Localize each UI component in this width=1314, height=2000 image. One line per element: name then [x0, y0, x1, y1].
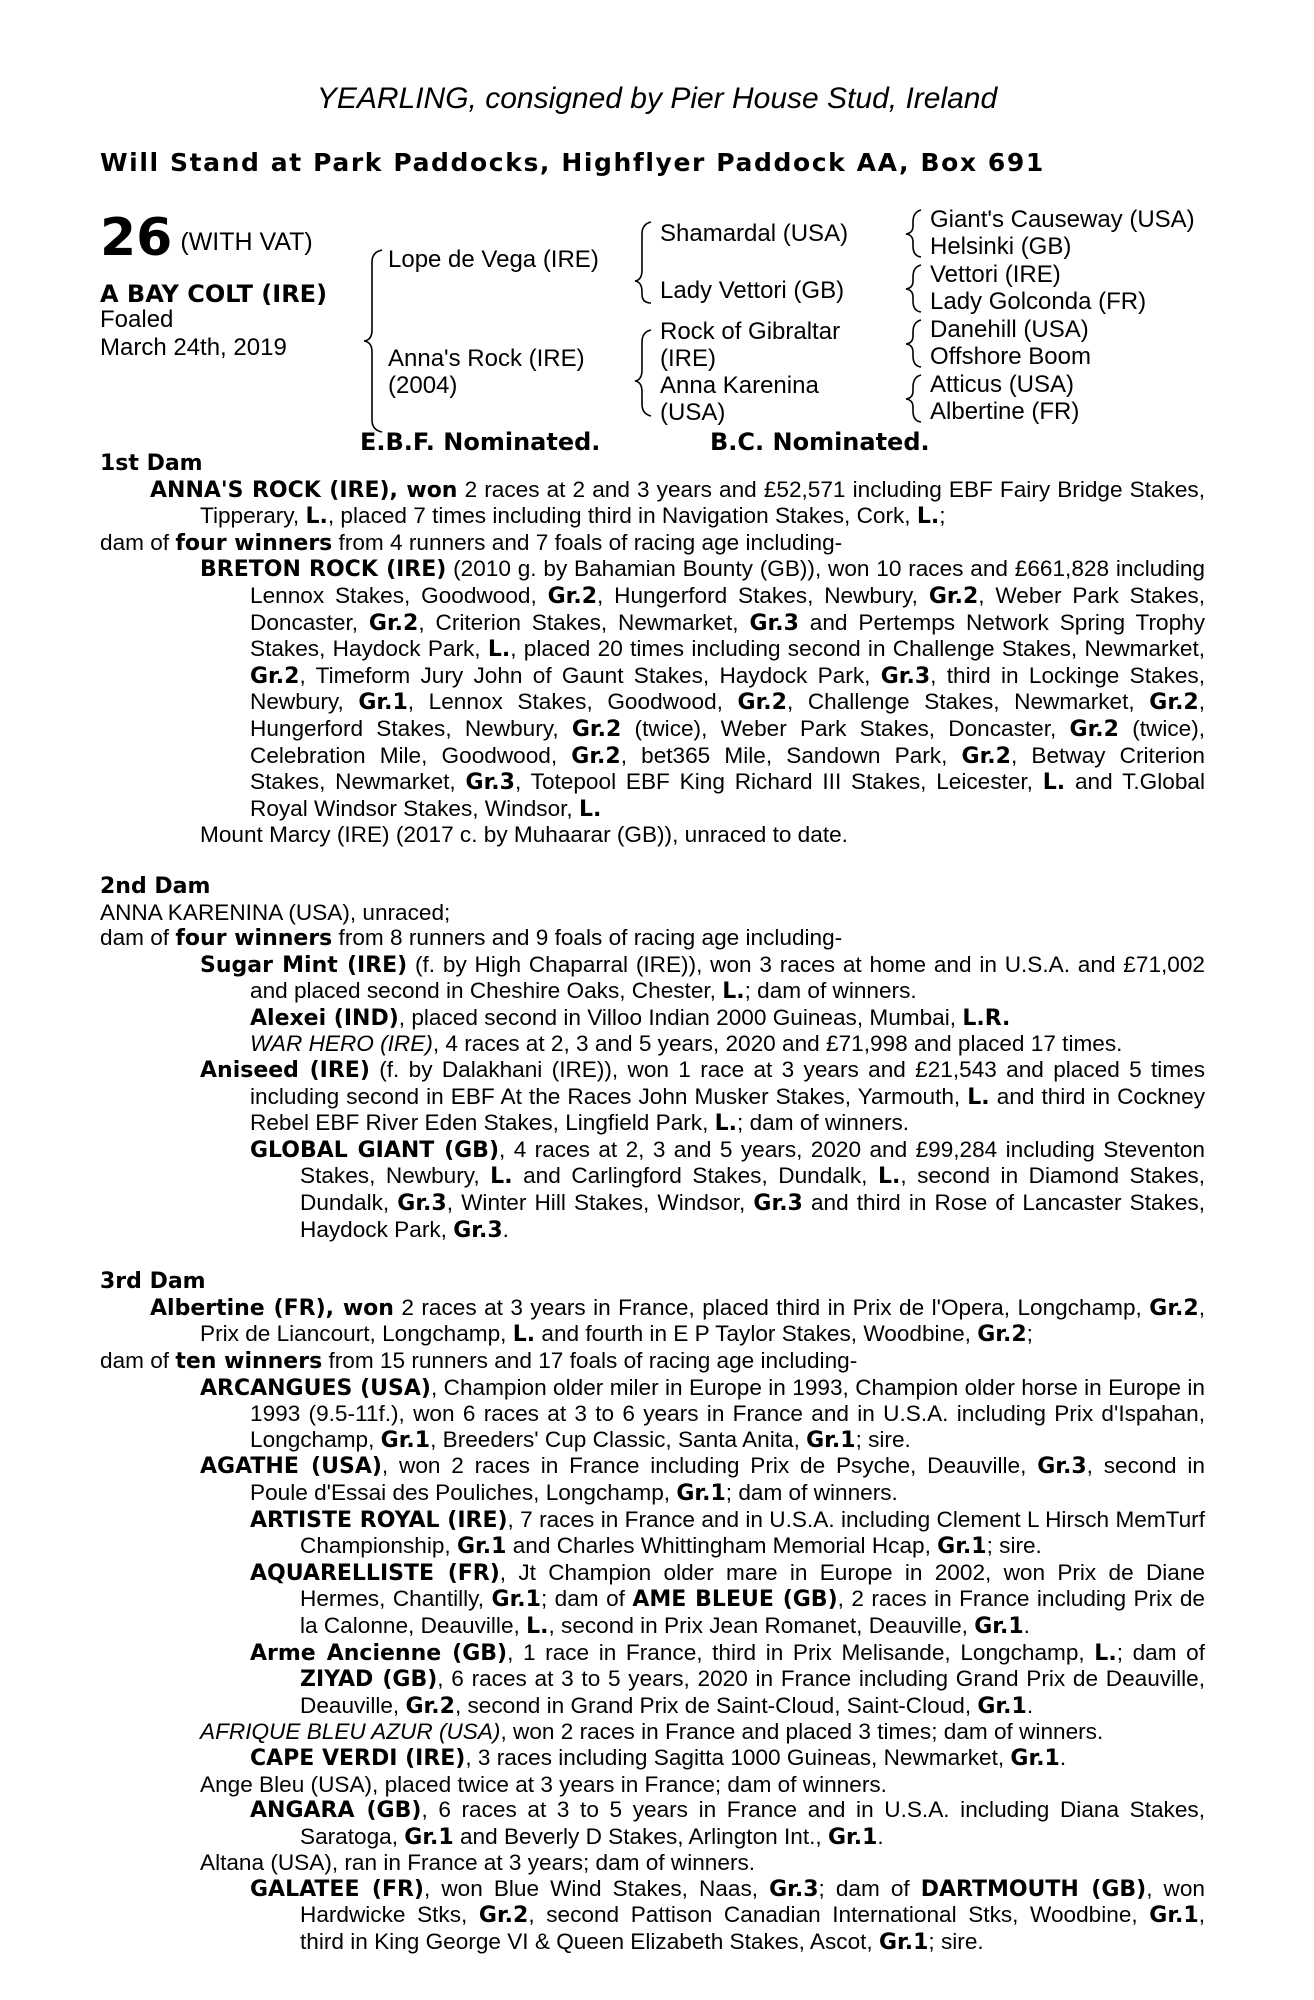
second-dam-heading: 2nd Dam: [100, 873, 211, 899]
race-grade: Gr.2: [571, 716, 622, 742]
text: , 3 races including Sagitta 1000 Guineas, Newmarket,: [465, 1744, 1011, 1770]
horse-name: Arme Ancienne (GB): [250, 1640, 508, 1666]
produce-breton-rock: [100, 556, 1205, 822]
dam-sire: [660, 318, 840, 372]
race-grade: Gr.3: [453, 1217, 503, 1243]
text: .: [1023, 1612, 1030, 1638]
produce-angara: [100, 1797, 1205, 1850]
text: , Breeders' Cup Classic, Santa Anita,: [430, 1426, 807, 1452]
text: .: [877, 1823, 884, 1849]
text: , 1 race in France, third in Prix Melisande, Longchamp,: [507, 1639, 1095, 1665]
text: ;: [1026, 1321, 1033, 1347]
produce-galatee: [100, 1876, 1205, 1956]
text: , Jt Champion older mare in Europe in 2002, won Prix de Diane Hermes, Chantilly,: [300, 1559, 1205, 1612]
text: and third in Cockney Rebel EBF River Eden Stakes, Lingfield Park,: [250, 1083, 1205, 1136]
text: , Winter Hill Stakes, Windsor,: [446, 1190, 754, 1216]
produce-cape-verdi: [100, 1745, 1205, 1772]
race-grade: L.: [877, 1164, 901, 1190]
winners-count: four winners: [175, 530, 333, 556]
text: , third in Lockinge Stakes, Newbury,: [250, 662, 1206, 715]
dam-name-line2: (2004): [388, 372, 458, 399]
text: , won 2 races in France including Prix de Psyche, Deauville,: [381, 1453, 1038, 1479]
text: (2010 g. by Bahamian Bounty (GB)), won 10 races and £661,828 including Lennox Stakes, Goodwood,: [250, 556, 1205, 608]
produce-aniseed: [100, 1057, 1205, 1137]
text: dam of: [100, 1348, 176, 1373]
horse-name: ANNA'S ROCK (IRE): [150, 477, 390, 503]
produce-mount-marcy: Mount Marcy (IRE) (2017 c. by Muhaarar (GB)), unraced to date.: [200, 822, 848, 848]
race-grade: Gr.1: [827, 1824, 878, 1850]
produce-altana: Altana (USA), ran in France at 3 years; dam of winners.: [200, 1850, 756, 1876]
dam-dam-line1: Anna Karenina: [660, 372, 819, 399]
race-grade: Gr.1: [491, 1587, 541, 1613]
race-grade: Gr.3: [880, 663, 931, 689]
produce-agathe: [100, 1453, 1205, 1506]
produce-ange-bleu: Ange Bleu (USA), placed twice at 3 years in France; dam of winners.: [200, 1771, 887, 1797]
second-dam-produce-summary: [100, 925, 1205, 952]
text: , won Hardwicke Stks,: [300, 1875, 1205, 1928]
text: ; dam of winners.: [744, 978, 917, 1004]
race-grade: Gr.1: [1149, 1903, 1199, 1929]
horse-name: Sugar Mint (IRE): [200, 952, 408, 978]
first-dam-produce-summary: [100, 530, 1205, 557]
third-dam-heading: 3rd Dam: [100, 1269, 206, 1295]
text: ; dam of winners.: [737, 1110, 910, 1136]
text: , 6 races at 3 to 5 years in France and in U.S.A. including Diana Stakes, Saratoga,: [300, 1797, 1205, 1849]
text: (f. by Dalakhani (IRE)), won 1 race at 3 years and £21,543 and placed 5 times including second in EBF At the Races John Musker Stakes, Yarmouth,: [250, 1057, 1205, 1109]
race-grade: Gr.3: [749, 610, 799, 636]
text: , 7 races in France and in U.S.A. including Clement L Hirsch MemTurf Championship,: [300, 1506, 1205, 1559]
text: ; dam of: [818, 1875, 921, 1901]
race-grade: Gr.2: [737, 690, 787, 716]
horse-name: ARCANGUES (USA): [200, 1375, 431, 1401]
horse-name: AQUARELLISTE (FR): [250, 1560, 500, 1586]
text: , placed 7 times including third in Navigation Stakes, Cork,: [327, 503, 917, 529]
gen3-ssd: Helsinki (GB): [930, 233, 1072, 260]
text: , Criterion Stakes, Newmarket,: [418, 609, 750, 635]
text: , 4 races at 2, 3 and 5 years, 2020 and £99,284 including Steventon Stakes, Newbury,: [300, 1136, 1205, 1189]
gen3-dds: Atticus (USA): [930, 371, 1075, 398]
race-grade: L.: [916, 504, 940, 530]
text: from 15 runners and 17 foals of racing age including-: [322, 1348, 858, 1373]
horse-name: Alexei (IND): [250, 1005, 399, 1031]
horse-name: WAR HERO (IRE): [250, 1031, 433, 1057]
race-grade: Gr.1: [937, 1534, 987, 1560]
gen3-sds: Vettori (IRE): [930, 261, 1061, 288]
text: dam of: [100, 925, 176, 951]
family-details: [100, 451, 1205, 1956]
text: , Betway Criterion Stakes, Newmarket,: [250, 742, 1206, 795]
sire-sire: Shamardal (USA): [660, 220, 849, 247]
text: , placed second in Villoo Indian 2000 Guineas, Mumbai,: [398, 1004, 963, 1030]
text: .: [502, 1216, 509, 1242]
won-label: , won: [325, 1295, 394, 1321]
race-grade: L.: [578, 796, 602, 822]
race-grade: Gr.1: [1010, 1745, 1060, 1771]
horse-name: ARTISTE ROYAL (IRE): [250, 1507, 508, 1533]
text: , Champion older miler in Europe in 1993, Champion older horse in Europe in 1993 (9.5-11f.), won 6 races at 3 to 6 years in France and in U.S.A. including Prix d'Ispahan, Longchamp,: [250, 1374, 1205, 1452]
text: , Hungerford Stakes, Newbury,: [597, 582, 929, 608]
stand-location: Will Stand at Park Paddocks, Highflyer Paddock AA, Box 691: [100, 148, 1045, 177]
text: ; dam of: [1116, 1639, 1205, 1665]
race-grade: Gr.3: [397, 1191, 447, 1217]
dam-dam-line2: (USA): [660, 399, 726, 426]
text: from 8 runners and 9 foals of racing age including-: [332, 925, 843, 951]
race-grade: L.: [967, 1084, 990, 1110]
third-dam-produce-summary: [100, 1348, 1205, 1375]
text: ; sire.: [928, 1929, 984, 1955]
text: , Lennox Stakes, Goodwood,: [407, 689, 738, 715]
race-grade: Gr.2: [250, 663, 300, 689]
text: and fourth in E P Taylor Stakes, Woodbine,: [535, 1321, 978, 1347]
race-grade: L.: [722, 979, 745, 1005]
race-grade: L.: [1042, 770, 1066, 796]
text: .: [1059, 1744, 1067, 1770]
text: , second in Prix Jean Romanet, Deauville,: [548, 1612, 975, 1638]
bracket-sire: [635, 222, 651, 303]
text: (twice), Celebration Mile, Goodwood,: [250, 715, 1206, 768]
gen3-sdd: Lady Golconda (FR): [930, 288, 1147, 315]
horse-name: A BAY COLT (IRE): [100, 280, 328, 308]
vat-note: (WITH VAT): [180, 228, 313, 256]
text: , Hungerford Stakes, Newbury,: [250, 689, 1206, 741]
race-grade: Gr.3: [1037, 1454, 1087, 1480]
text: ; dam of winners.: [725, 1479, 898, 1505]
race-grade: Gr.1: [676, 1480, 726, 1506]
text: , second in Grand Prix de Saint-Cloud, Saint-Cloud,: [454, 1692, 978, 1718]
race-grade: L.: [490, 1164, 513, 1190]
text: , Prix de Liancourt, Longchamp,: [200, 1294, 1205, 1347]
dam-name-line1: Anna's Rock (IRE): [388, 345, 585, 372]
first-dam-heading: 1st Dam: [100, 451, 203, 476]
race-grade: Gr.2: [571, 743, 621, 769]
text: , Weber Park Stakes, Doncaster,: [250, 582, 1205, 635]
race-grade: Gr.1: [404, 1824, 454, 1850]
horse-name: ANGARA (GB): [250, 1798, 422, 1824]
race-grade: L.: [487, 637, 511, 663]
race-grade: Gr.3: [465, 770, 515, 796]
text: , placed 20 times including second in Challenge Stakes, Newmarket,: [510, 636, 1205, 662]
race-grade: L.: [714, 1111, 738, 1137]
first-dam-record: [100, 477, 1205, 530]
produce-arme-ancienne: [100, 1640, 1205, 1720]
race-grade: L.R.: [962, 1005, 1011, 1031]
produce-alexei: [100, 1005, 1205, 1032]
horse-name: Aniseed (IRE): [200, 1058, 370, 1084]
horse-name: AME BLEUE (GB): [632, 1587, 838, 1613]
race-grade: Gr.3: [769, 1876, 819, 1902]
horse-name: GLOBAL GIANT (GB): [250, 1137, 500, 1163]
text: ;: [939, 503, 946, 529]
text: , second in Diamond Stakes, Dundalk,: [300, 1163, 1205, 1216]
sire-name: Lope de Vega (IRE): [388, 246, 599, 273]
page-title: YEARLING, consigned by Pier House Stud, Ireland: [316, 82, 998, 115]
text: and Charles Whittingham Memorial Hcap,: [506, 1533, 938, 1559]
text: .: [1026, 1692, 1034, 1718]
produce-aquarelliste: [100, 1560, 1205, 1640]
text: and Carlingford Stakes, Dundalk,: [512, 1163, 878, 1189]
bracket-ss: [906, 210, 921, 257]
text: , Totepool EBF King Richard III Stakes, Leicester,: [514, 769, 1043, 795]
race-grade: Gr.2: [478, 1903, 529, 1929]
winners-count: ten winners: [175, 1349, 323, 1374]
race-grade: Gr.1: [878, 1930, 929, 1956]
race-grade: Gr.2: [1149, 1295, 1199, 1321]
race-grade: L.: [526, 1613, 549, 1639]
race-grade: Gr.2: [961, 743, 1011, 769]
winners-count: four winners: [175, 926, 333, 952]
produce-war-hero: [100, 1031, 1205, 1057]
sire-dam: Lady Vettori (GB): [660, 277, 845, 304]
lot-number: 26: [100, 208, 173, 268]
text: , won Blue Wind Stakes, Naas,: [424, 1875, 770, 1901]
race-grade: Gr.1: [977, 1693, 1027, 1719]
text: ; dam of: [540, 1586, 633, 1612]
race-grade: L.: [305, 504, 328, 530]
produce-arcangues: [100, 1375, 1205, 1454]
race-grade: Gr.2: [977, 1322, 1027, 1348]
text: from 4 runners and 7 foals of racing age including-: [332, 529, 843, 555]
race-grade: L.: [512, 1322, 536, 1348]
text: dam of: [100, 529, 176, 555]
won-label: , won: [389, 477, 458, 503]
foaled-label: Foaled: [100, 306, 174, 333]
bracket-main: [364, 250, 382, 432]
bc-nominated: B.C. Nominated.: [710, 428, 930, 456]
text: ; sire.: [855, 1426, 911, 1452]
dam-name: [388, 345, 585, 399]
horse-name: DARTMOUTH (GB): [920, 1876, 1147, 1902]
dam-sire-line2: (IRE): [660, 345, 716, 372]
text: , second Pattison Canadian International Stks, Woodbine,: [528, 1902, 1150, 1928]
race-grade: Gr.1: [380, 1427, 431, 1453]
ebf-nominated: E.B.F. Nominated.: [360, 428, 601, 456]
gen3-dsd: Offshore Boom: [930, 343, 1091, 370]
produce-sugar-mint: [100, 952, 1205, 1005]
race-grade: Gr.2: [1069, 716, 1119, 742]
text: and third in Rose of Lancaster Stakes, Haydock Park,: [300, 1190, 1205, 1242]
bracket-dam: [635, 330, 651, 416]
text: and T.Global Royal Windsor Stakes, Windsor,: [250, 769, 1205, 821]
produce-global-giant: [100, 1137, 1205, 1243]
race-grade: Gr.1: [358, 690, 408, 716]
race-grade: Gr.2: [368, 610, 419, 636]
produce-afrique-bleu-azur: [100, 1719, 1205, 1745]
foaled-date: March 24th, 2019: [100, 334, 287, 361]
text: 2 races at 3 years in France, placed third in Prix de l'Opera, Longchamp,: [393, 1294, 1150, 1320]
race-grade: Gr.2: [1149, 690, 1199, 716]
second-dam-record: ANNA KARENINA (USA), unraced;: [100, 899, 451, 925]
dam-sire-line1: Rock of Gibraltar: [660, 318, 841, 345]
text: and Beverly D Stakes, Arlington Int.,: [453, 1823, 828, 1849]
dam-dam: [660, 372, 819, 426]
bracket-sd: [906, 265, 921, 312]
race-grade: Gr.2: [547, 583, 598, 609]
horse-name: ZIYAD (GB): [300, 1667, 438, 1693]
bracket-dd: [906, 375, 921, 422]
text: , third in King George VI & Queen Elizabeth Stakes, Ascot,: [300, 1902, 1205, 1955]
text: , won 2 races in France and placed 3 times; dam of winners.: [500, 1719, 1104, 1745]
race-grade: Gr.2: [405, 1693, 455, 1719]
text: , Challenge Stakes, Newmarket,: [786, 689, 1150, 715]
horse-name: AGATHE (USA): [200, 1454, 382, 1480]
race-grade: Gr.1: [457, 1534, 507, 1560]
text: , 4 races at 2, 3 and 5 years, 2020 and £71,998 and placed 17 times.: [432, 1031, 1123, 1057]
third-dam-record: [100, 1295, 1205, 1348]
text: , 2 races in France including Prix de la Calonne, Deauville,: [300, 1586, 1205, 1638]
race-grade: Gr.1: [806, 1427, 856, 1453]
text: (f. by High Chaparral (IRE)), won 3 races at home and in U.S.A. and £71,002 and placed second in Cheshire Oaks, Chester,: [250, 951, 1205, 1004]
horse-name: CAPE VERDI (IRE): [250, 1745, 466, 1771]
text: , Timeform Jury John of Gaunt Stakes, Haydock Park,: [299, 662, 881, 688]
bracket-ds: [906, 320, 921, 367]
gen3-ddd: Albertine (FR): [930, 398, 1080, 425]
race-grade: L.: [1094, 1640, 1117, 1666]
text: and Pertemps Network Spring Trophy Stakes, Haydock Park,: [250, 609, 1206, 662]
text: ; sire.: [986, 1533, 1042, 1559]
gen3-dss: Danehill (USA): [930, 316, 1089, 343]
race-grade: Gr.3: [753, 1191, 803, 1217]
horse-name: GALATEE (FR): [250, 1876, 424, 1902]
text: , 6 races at 3 to 5 years, 2020 in France including Grand Prix de Deauville, Deauville,: [300, 1666, 1205, 1718]
horse-name: BRETON ROCK (IRE): [200, 557, 447, 583]
produce-artiste-royal: [100, 1507, 1205, 1560]
text: 2 races at 2 and 3 years and £52,571 including EBF Fairy Bridge Stakes, Tipperary,: [200, 476, 1206, 529]
text: , second in Poule d'Essai des Pouliches, Longchamp,: [250, 1453, 1205, 1505]
horse-name: Albertine (FR): [150, 1295, 326, 1321]
text: , bet365 Mile, Sandown Park,: [620, 742, 962, 768]
race-grade: Gr.1: [974, 1613, 1024, 1639]
text: (twice), Weber Park Stakes, Doncaster,: [621, 715, 1070, 741]
race-grade: Gr.2: [928, 583, 979, 609]
horse-name: AFRIQUE BLEU AZUR (USA): [200, 1719, 501, 1745]
gen3-sss: Giant's Causeway (USA): [930, 206, 1195, 233]
